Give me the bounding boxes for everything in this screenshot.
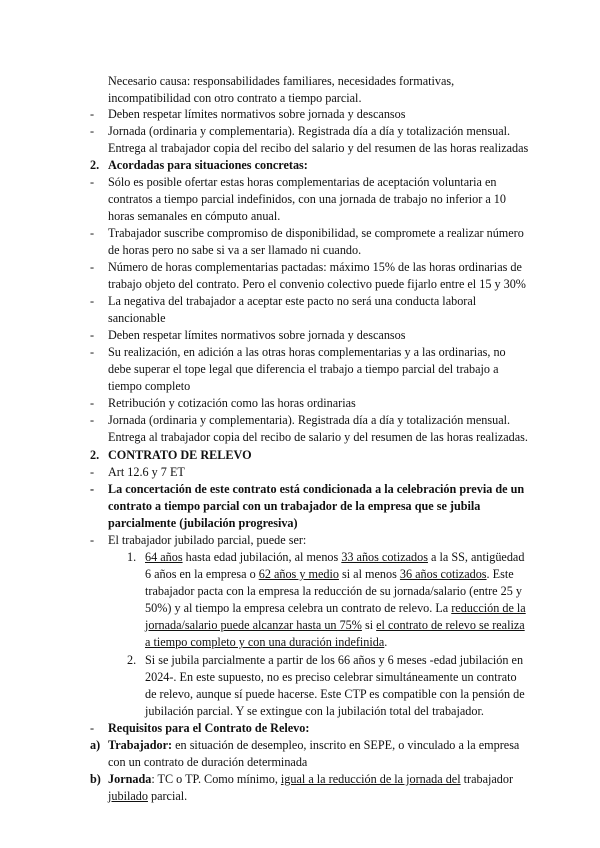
text-line: Art 12.6 y 7 ET [108, 465, 185, 479]
text-span: en situación de desempleo, inscrito en SEPE, o vinculado a la empresa [172, 738, 520, 752]
highlight-text: jubilado [108, 789, 148, 803]
list-number: 2. [127, 653, 137, 667]
text-line [145, 634, 387, 651]
bullet-dash: - [90, 721, 95, 735]
bullet-dash: - [90, 107, 95, 121]
bullet-dash: - [90, 482, 95, 496]
text-line: contratos a tiempo parcial indefinidos, con una jornada de trabajo no inferior a 10 [108, 192, 506, 206]
text-line [108, 788, 187, 805]
text-line [108, 737, 519, 754]
text-span: parcial. [147, 789, 188, 803]
text-line: de horas pero no sabe si va a ser llamado ni cuando. [108, 243, 362, 257]
bullet-dash: - [90, 175, 95, 189]
text-line: sancionable [108, 311, 166, 325]
highlight-text: 36 años cotizados [399, 567, 487, 581]
text-line [145, 566, 514, 583]
text-line: Entrega al trabajador copia del recibo de salario y del resumen de las horas realizadas. [108, 430, 528, 444]
list-number: 1. [127, 550, 137, 564]
text-line: 2024-. En este supuesto, no es preciso celebrar simultáneamente un contrato [145, 670, 517, 684]
text-span: hasta edad jubilación, al menos [182, 550, 342, 564]
text-line [108, 771, 513, 788]
text-span: si al menos [338, 567, 400, 581]
text-line: Trabajador suscribe compromiso de disponibilidad, se compromete a realizar número [108, 226, 524, 240]
text-span: : TC o TP. Como mínimo, [151, 772, 281, 786]
text-line: parcialmente (jubilación progresiva) [108, 516, 298, 530]
text-line: debe superar el tope legal que diferencia el trabajo a tiempo parcial del trabajo a [108, 362, 499, 376]
text-line: jubilación parcial. Y se extingue con la jubilación total del trabajador. [145, 704, 484, 718]
text-line: Jornada (ordinaria y complementaria). Registrada día a día y totalización mensual. [108, 413, 511, 427]
text-line [145, 549, 524, 566]
text-span: . Este [486, 567, 514, 581]
text-span: si [361, 618, 377, 632]
list-letter: a) [90, 738, 101, 752]
highlight-text: jornada/salario puede alcanzar hasta un 75% [145, 618, 362, 632]
text-line: Retribución y cotización como las horas ordinarias [108, 396, 356, 410]
text-span: trabajador [460, 772, 514, 786]
section-heading: CONTRATO DE RELEVO [108, 448, 252, 462]
term-label: Trabajador: [108, 738, 173, 752]
text-line [145, 600, 526, 617]
text-line: Número de horas complementarias pactadas: máximo 15% de las horas ordinarias de [108, 260, 522, 274]
text-line: tiempo completo [108, 379, 191, 393]
highlight-text: 62 años y medio [258, 567, 339, 581]
text-line [145, 617, 525, 634]
text-line: Sólo es posible ofertar estas horas complementarias de aceptación voluntaria en [108, 175, 497, 189]
text-span: 6 años en la empresa o [145, 567, 259, 581]
text-line: trabajador pacta con la empresa la reducción de su jornada/salario (entre 25 y [145, 584, 522, 598]
term-label: Jornada [108, 772, 152, 786]
text-line: incompatibilidad con otro contrato a tiempo parcial. [108, 91, 362, 105]
subsection-heading: Requisitos para el Contrato de Relevo: [108, 721, 310, 735]
section-number: 2. [90, 158, 100, 172]
text-span: 50%) y al tiempo la empresa celebra un contrato de relevo. La [145, 601, 452, 615]
bullet-dash: - [90, 396, 95, 410]
text-line: Jornada (ordinaria y complementaria). Registrada día a día y totalización mensual. [108, 124, 511, 138]
text-line: Si se jubila parcialmente a partir de los 66 años y 6 meses -edad jubilación en [145, 653, 524, 667]
highlight-text: a tiempo completo y con una duración indefinida [145, 635, 385, 649]
bullet-dash: - [90, 413, 95, 427]
bullet-dash: - [90, 260, 95, 274]
text-line: horas semanales en cómputo anual. [108, 209, 281, 223]
section-number: 2. [90, 448, 100, 462]
section-heading: Acordadas para situaciones concretas: [108, 158, 308, 172]
text-line: Deben respetar límites normativos sobre jornada y descansos [108, 107, 406, 121]
text-line: La concertación de este contrato está condicionada a la celebración previa de un [108, 482, 525, 496]
text-span: . [384, 635, 388, 649]
text-line: Entrega al trabajador copia del recibo del salario y del resumen de las horas realizadas [108, 141, 529, 155]
bullet-dash: - [90, 533, 95, 547]
bullet-dash: - [90, 226, 95, 240]
bullet-dash: - [90, 124, 95, 138]
text-line: Su realización, en adición a las otras horas complementarias y a las ordinarias, no [108, 345, 506, 359]
list-letter: b) [90, 772, 101, 786]
bullet-dash: - [90, 294, 95, 308]
highlight-text: reducción de la [451, 601, 526, 615]
highlight-text: 33 años cotizados [341, 550, 428, 564]
text-span: a la SS, antigüedad [427, 550, 525, 564]
bullet-dash: - [90, 328, 95, 342]
text-line: El trabajador jubilado parcial, puede ser: [108, 533, 307, 547]
text-line: Necesario causa: responsabilidades familiares, necesidades formativas, [108, 74, 455, 88]
bullet-dash: - [90, 345, 95, 359]
text-line: trabajo objeto del contrato. Pero el convenio colectivo puede fijarlo entre el 15 y 30% [108, 277, 526, 291]
highlight-text: igual a la reducción de la jornada del [280, 772, 461, 786]
text-line: Deben respetar límites normativos sobre jornada y descansos [108, 328, 406, 342]
text-line: contrato a tiempo parcial con un trabajador de la empresa que se jubila [108, 499, 481, 513]
text-line: La negativa del trabajador a aceptar este pacto no será una conducta laboral [108, 294, 477, 308]
highlight-text: el contrato de relevo se realiza [376, 618, 525, 632]
bullet-dash: - [90, 465, 95, 479]
text-line: de relevo, aunque sí puede hacerse. Este CTP es compatible con la pensión de [145, 687, 525, 701]
highlight-text: 64 años [145, 550, 183, 564]
text-line: con un contrato de duración determinada [108, 755, 308, 769]
